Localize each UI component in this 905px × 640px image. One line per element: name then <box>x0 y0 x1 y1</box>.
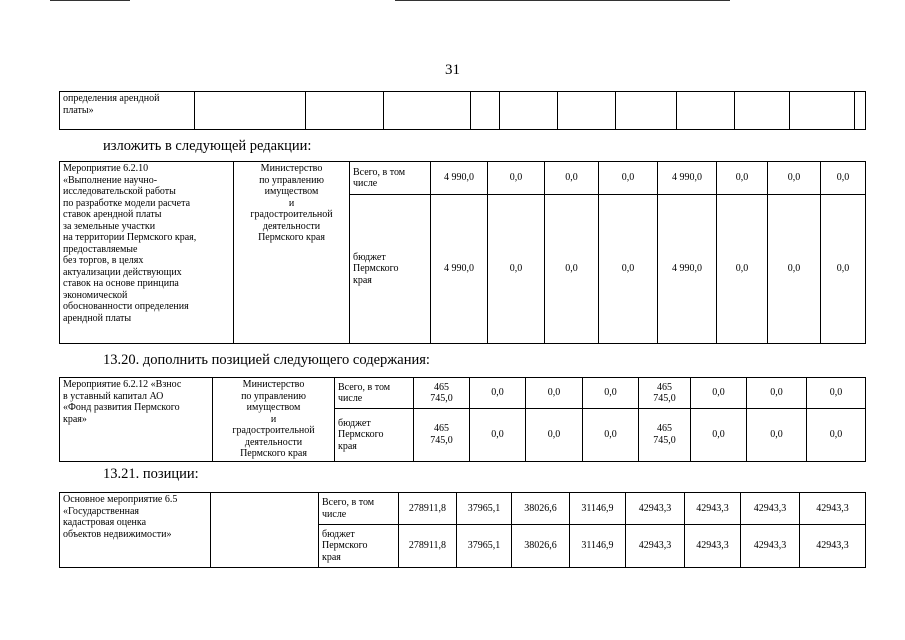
value-cell: 4 990,0 <box>658 195 717 344</box>
heading-add-position: 13.20. дополнить позицией следующего содержания: <box>103 352 430 368</box>
value-cell: 0,0 <box>526 378 583 409</box>
value-cell: 0,0 <box>691 409 747 461</box>
value-cell: 0,0 <box>526 409 583 461</box>
value-cell: 42943,3 <box>626 525 685 568</box>
value-cell: 0,0 <box>821 195 866 344</box>
value-cell: 0,0 <box>747 378 807 409</box>
value-cell: 0,0 <box>717 195 768 344</box>
fragment-cell <box>500 92 558 130</box>
event-name: Мероприятие 6.2.12 «Взнос в уставный капитал АО «Фонд развития Пермского края» <box>60 378 213 462</box>
fragment-cell <box>616 92 677 130</box>
value-cell: 465 745,0 <box>414 409 470 461</box>
value-cell: 42943,3 <box>685 493 741 525</box>
value-cell: 0,0 <box>470 409 526 461</box>
value-cell: 0,0 <box>583 378 639 409</box>
value-cell: 38026,6 <box>512 493 570 525</box>
value-cell: 0,0 <box>747 409 807 461</box>
value-cell: 4 990,0 <box>431 195 488 344</box>
fragment-cell <box>306 92 384 130</box>
value-cell: 0,0 <box>545 195 599 344</box>
value-cell: 0,0 <box>768 162 821 195</box>
funding-source: Всего, в том числе <box>319 493 399 525</box>
value-cell: 4 990,0 <box>431 162 488 195</box>
value-cell: 0,0 <box>821 162 866 195</box>
value-cell: 38026,6 <box>512 525 570 568</box>
value-cell: 0,0 <box>488 195 545 344</box>
value-cell: 0,0 <box>717 162 768 195</box>
funding-source: бюджет Пермского края <box>319 525 399 568</box>
value-cell: 42943,3 <box>741 493 800 525</box>
value-cell: 0,0 <box>583 409 639 461</box>
value-cell: 42943,3 <box>800 493 866 525</box>
value-cell: 0,0 <box>768 195 821 344</box>
executor-name <box>211 493 319 568</box>
value-cell: 278911,8 <box>399 493 457 525</box>
funding-source: Всего, в том числе <box>335 378 414 409</box>
fragment-cell <box>384 92 471 130</box>
funding-source: Всего, в том числе <box>350 162 431 195</box>
event-name: Основное мероприятие 6.5 «Государственная кадастровая оценка объектов недвижимости» <box>60 493 211 568</box>
page-number: 31 <box>445 62 460 78</box>
value-cell: 31146,9 <box>570 493 626 525</box>
value-cell: 37965,1 <box>457 525 512 568</box>
value-cell: 0,0 <box>691 378 747 409</box>
value-cell: 0,0 <box>488 162 545 195</box>
event-name: Мероприятие 6.2.10 «Выполнение научно- исследовательской работы по разработке модели расчета ставок арендной платы за земельные участки на территории Пермского края, предоставляемые без торгов, в целях актуализации действующих ставок на основе принципа экономической обоснованности определения арендной платы <box>60 162 234 344</box>
fragment-cell <box>195 92 306 130</box>
funding-source: бюджет Пермского края <box>335 409 414 461</box>
heading-positions: 13.21. позиции: <box>103 466 199 482</box>
heading-new-edition: изложить в следующей редакции: <box>103 138 312 154</box>
top-rule-right <box>395 0 730 1</box>
value-cell: 465 745,0 <box>414 378 470 409</box>
value-cell: 42943,3 <box>626 493 685 525</box>
fragment-cell <box>558 92 616 130</box>
value-cell: 4 990,0 <box>658 162 717 195</box>
table-event-6-2-12 <box>59 377 866 462</box>
fragment-cell <box>677 92 735 130</box>
executor-name: Министерство по управлению имуществом и градостроительной деятельности Пермского края <box>234 162 350 344</box>
top-rule-left <box>50 0 130 1</box>
value-cell: 0,0 <box>807 378 866 409</box>
value-cell: 278911,8 <box>399 525 457 568</box>
value-cell: 31146,9 <box>570 525 626 568</box>
funding-source: бюджет Пермского края <box>350 195 431 344</box>
fragment-table <box>59 91 866 130</box>
fragment-label: определения арендной платы» <box>60 92 195 130</box>
value-cell: 465 745,0 <box>639 409 691 461</box>
value-cell: 0,0 <box>545 162 599 195</box>
executor-name: Министерство по управлению имуществом и градостроительной деятельности Пермского края <box>213 378 335 462</box>
value-cell: 42943,3 <box>741 525 800 568</box>
value-cell: 0,0 <box>599 162 658 195</box>
value-cell: 0,0 <box>470 378 526 409</box>
value-cell: 42943,3 <box>800 525 866 568</box>
value-cell: 0,0 <box>807 409 866 461</box>
table-event-6-5 <box>59 492 866 568</box>
fragment-cell <box>735 92 790 130</box>
value-cell: 37965,1 <box>457 493 512 525</box>
value-cell: 42943,3 <box>685 525 741 568</box>
table-event-6-2-10 <box>59 161 866 344</box>
value-cell: 0,0 <box>599 195 658 344</box>
fragment-cell <box>855 92 866 130</box>
fragment-cell <box>471 92 500 130</box>
fragment-cell <box>790 92 855 130</box>
value-cell: 465 745,0 <box>639 378 691 409</box>
